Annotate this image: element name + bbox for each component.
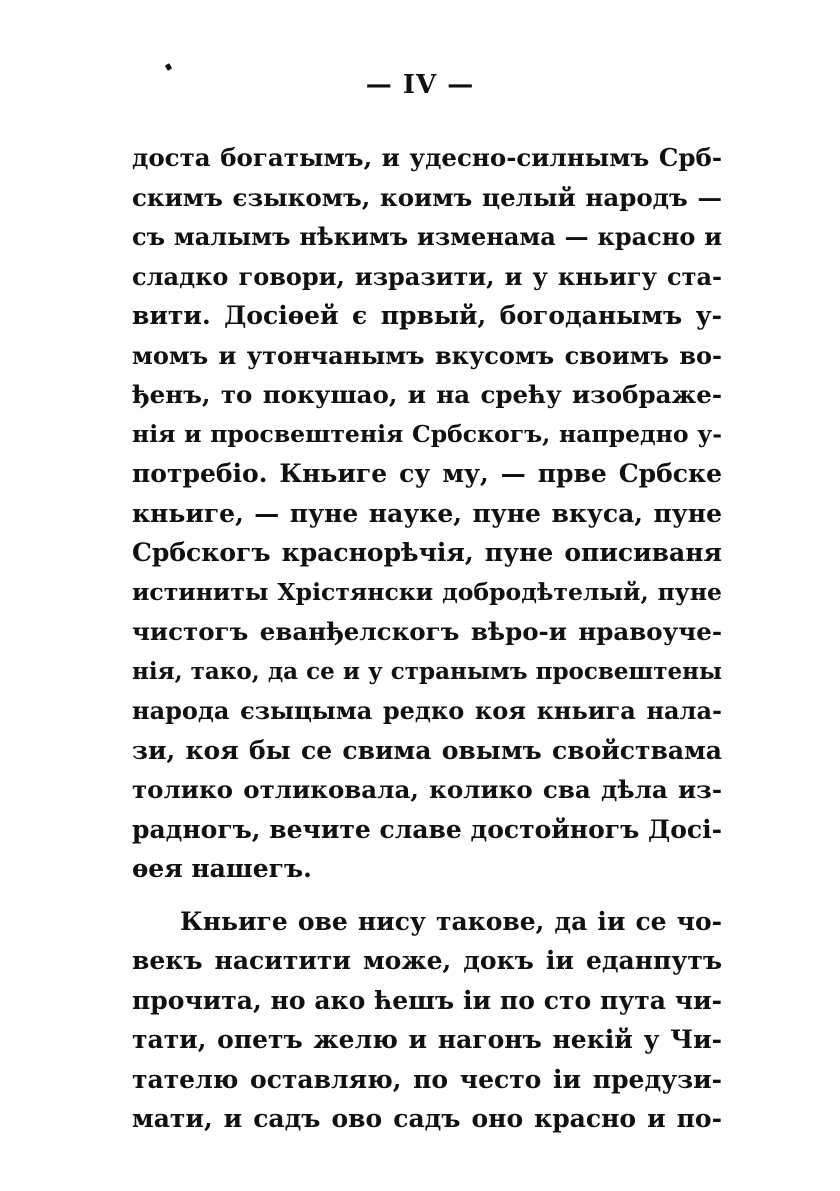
text-line: ђенъ, то покушао, и на срећу изображе- — [132, 380, 722, 409]
paragraph-2 — [132, 902, 722, 1139]
text-line: мати, и садъ ово садъ оно красно и по- — [132, 1104, 722, 1133]
paragraph-gap — [132, 889, 722, 902]
text-line: Србскогъ краснорѣчія, пуне описиваня — [132, 538, 722, 567]
text-line: ѳея нашегъ. — [132, 854, 312, 883]
text-line: истиниты Хрістянски добродѣтелый, пуне — [132, 577, 722, 606]
text-line: тати, опетъ желю и нагонъ некій у Чи- — [132, 1025, 722, 1054]
text-line: момъ и утончанымъ вкусомъ своимъ во- — [132, 340, 722, 370]
text-line: доста богатымъ, и удесно-силнымъ Срб- — [132, 143, 722, 172]
text-line: прочита, но ако ћешъ іи по сто пута чи- — [132, 985, 722, 1015]
text-line: нія и просвештенія Србскогъ, напредно у- — [132, 419, 722, 448]
text-line: тателю оставляю, по често іи предузи- — [132, 1064, 722, 1094]
body-text — [132, 138, 722, 1139]
text-line: народа єзыцыма редко коя кньига нала- — [132, 696, 722, 725]
text-line: радногъ, вечите славе достойногъ Досі- — [132, 814, 722, 844]
page-number-header: — IV — — [365, 70, 475, 100]
text-line: толико отликовала, колико сва дѣла из- — [132, 775, 722, 804]
paragraph-1 — [132, 138, 722, 889]
text-line: кньиге, — пуне науке, пуне вкуса, пуне — [132, 498, 722, 528]
text-line: сладко говори, изразити, и у кньигу ста- — [132, 261, 722, 291]
text-line: вити. Досіѳей є првый, богоданымъ у- — [132, 301, 722, 330]
text-line: потребіо. Кньиге су му, — прве Србске — [132, 459, 722, 488]
text-line: нія, тако, да се и у странымъ просвештены — [132, 657, 722, 685]
text-line: векъ наситити може, докъ іи еданпутъ — [132, 946, 722, 975]
text-line: Кньиге ове нису такове, да іи се чо- — [180, 906, 722, 936]
text-line: скимъ єзыкомъ, коимъ целый народъ — — [132, 182, 722, 212]
text-line: зи, коя бы се свима овымъ свойствама — [132, 735, 722, 765]
text-line: съ малымъ нѣкимъ изменама — красно и — [132, 222, 722, 251]
text-line: чистогъ еванђелскогъ вѣро-и нравоуче- — [132, 617, 722, 646]
